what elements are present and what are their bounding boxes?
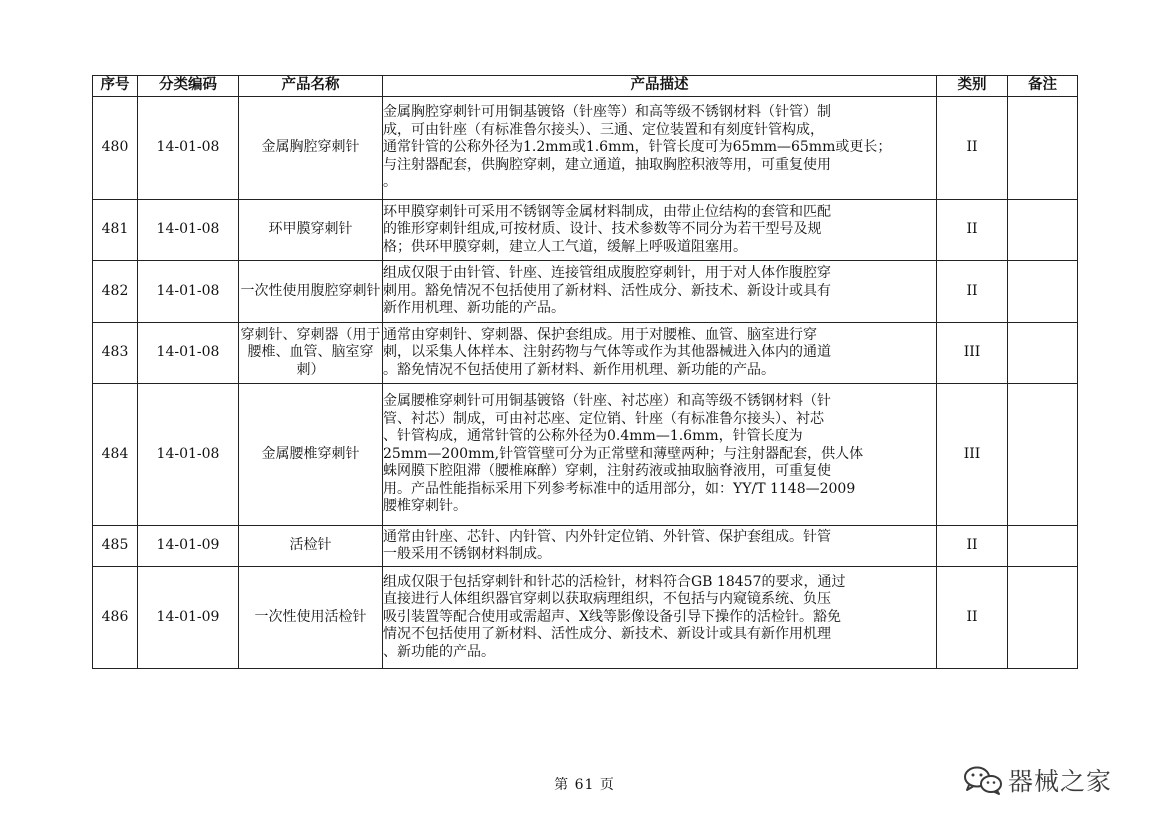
- row-name: 金属胸腔穿刺针: [239, 97, 383, 200]
- row-code: 14-01-08: [138, 261, 239, 323]
- row-no: 484: [93, 384, 138, 526]
- row-code: 14-01-08: [138, 384, 239, 526]
- device-catalog-table: [92, 75, 1078, 669]
- row-name: 一次性使用活检针: [239, 567, 383, 669]
- row-no: 486: [93, 567, 138, 669]
- table-row: [93, 567, 1078, 669]
- row-no: 483: [93, 323, 138, 384]
- row-code: 14-01-08: [138, 97, 239, 200]
- table-row: [93, 526, 1078, 567]
- table-row: [93, 323, 1078, 384]
- row-remark: [1008, 526, 1078, 567]
- row-description: 通常由针座、芯针、内针管、内外针定位销、外针管、保护套组成。针管 一般采用不锈钢材料制成。: [383, 526, 937, 567]
- row-description: 组成仅限于由针管、针座、连接管组成腹腔穿刺针，用于对人体作腹腔穿 刺用。豁免情况不包括使用了新材料、活性成分、新技术、新设计或具有 新作用机理、新功能的产品。: [383, 261, 937, 323]
- row-description: 通常由穿刺针、穿刺器、保护套组成。用于对腰椎、血管、脑室进行穿 刺，以采集人体样本、注射药物与气体等或作为其他器械进入体内的通道 。豁免情况不包括使用了新材料、新作用机理、新功能的产品。: [383, 323, 937, 384]
- row-description: 组成仅限于包括穿刺针和针芯的活检针，材料符合GB 18457的要求，通过 直接进行人体组织器官穿刺以获取病理组织，不包括与内窥镜系统、负压 吸引装置等配合使用或需超声、X线等影像设备引导下操作的活检针。豁免 情况不包括使用了新材料、活性成分、新技术、新设计或具有新作用机理 、新功能的产品。: [383, 567, 937, 669]
- row-name: 金属腰椎穿刺针: [239, 384, 383, 526]
- header-description: 产品描述: [383, 76, 937, 97]
- header-class: 类别: [937, 76, 1008, 97]
- row-no: 485: [93, 526, 138, 567]
- row-remark: [1008, 200, 1078, 261]
- row-name: 活检针: [239, 526, 383, 567]
- row-code: 14-01-09: [138, 526, 239, 567]
- header-code: 分类编码: [138, 76, 239, 97]
- watermark-text: 器械之家: [1008, 767, 1113, 796]
- row-name: 一次性使用腹腔穿刺针: [239, 261, 383, 323]
- table-row: [93, 97, 1078, 200]
- row-class: III: [937, 384, 1008, 526]
- header-name: 产品名称: [239, 76, 383, 97]
- table-header-row: [93, 76, 1078, 97]
- row-code: 14-01-08: [138, 200, 239, 261]
- table-row: [93, 384, 1078, 526]
- row-remark: [1008, 384, 1078, 526]
- table-row: [93, 200, 1078, 261]
- row-class: II: [937, 97, 1008, 200]
- row-no: 482: [93, 261, 138, 323]
- row-remark: [1008, 323, 1078, 384]
- table-row: [93, 261, 1078, 323]
- row-class: II: [937, 200, 1008, 261]
- row-description: 金属腰椎穿刺针可用铜基镀铬（针座、衬芯座）和高等级不锈钢材料（针 管、衬芯）制成，可由衬芯座、定位销、针座（有标准鲁尔接头）、衬芯 、针管构成，通常针管的公称外径为0.4mm—1.6mm，针管长度为 25mm—200mm,针管管壁可分为正常壁和薄壁两种；与注射器配套，供人体 蛛网膜下腔阻滞（腰椎麻醉）穿刺，注射药液或抽取脑脊液用，可重复使 用。产品性能指标采用下列参考标准中的适用部分，如：YY/T 1148—2009 腰椎穿刺针。: [383, 384, 937, 526]
- row-description: 环甲膜穿刺针可采用不锈钢等金属材料制成，由带止位结构的套管和匹配 的锥形穿刺针组成,可按材质、设计、技术参数等不同分为若干型号及规 格；供环甲膜穿刺，建立人工气道，缓解上呼吸道阻塞用。: [383, 200, 937, 261]
- row-class: II: [937, 567, 1008, 669]
- row-no: 481: [93, 200, 138, 261]
- row-code: 14-01-08: [138, 323, 239, 384]
- row-code: 14-01-09: [138, 567, 239, 669]
- row-remark: [1008, 97, 1078, 200]
- header-no: 序号: [93, 76, 138, 97]
- header-remark: 备注: [1008, 76, 1078, 97]
- row-remark: [1008, 567, 1078, 669]
- watermark: [962, 760, 1142, 800]
- row-name: 穿刺针、穿刺器（用于腰椎、血管、脑室穿刺）: [239, 323, 383, 384]
- row-class: II: [937, 261, 1008, 323]
- row-class: III: [937, 323, 1008, 384]
- row-name: 环甲膜穿刺针: [239, 200, 383, 261]
- wechat-icon: [962, 764, 1004, 796]
- row-no: 480: [93, 97, 138, 200]
- row-class: II: [937, 526, 1008, 567]
- page-number: 第 61 页: [554, 777, 615, 793]
- row-remark: [1008, 261, 1078, 323]
- row-description: 金属胸腔穿刺针可用铜基镀铬（针座等）和高等级不锈钢材料（针管）制 成，可由针座（有标准鲁尔接头）、三通、定位装置和有刻度针管构成， 通常针管的公称外径为1.2mm或1.6mm，针管长度可为65mm—65mm或更长； 与注射器配套，供胸腔穿刺，建立通道，抽取胸腔积液等用，可重复使用 。: [383, 97, 937, 200]
